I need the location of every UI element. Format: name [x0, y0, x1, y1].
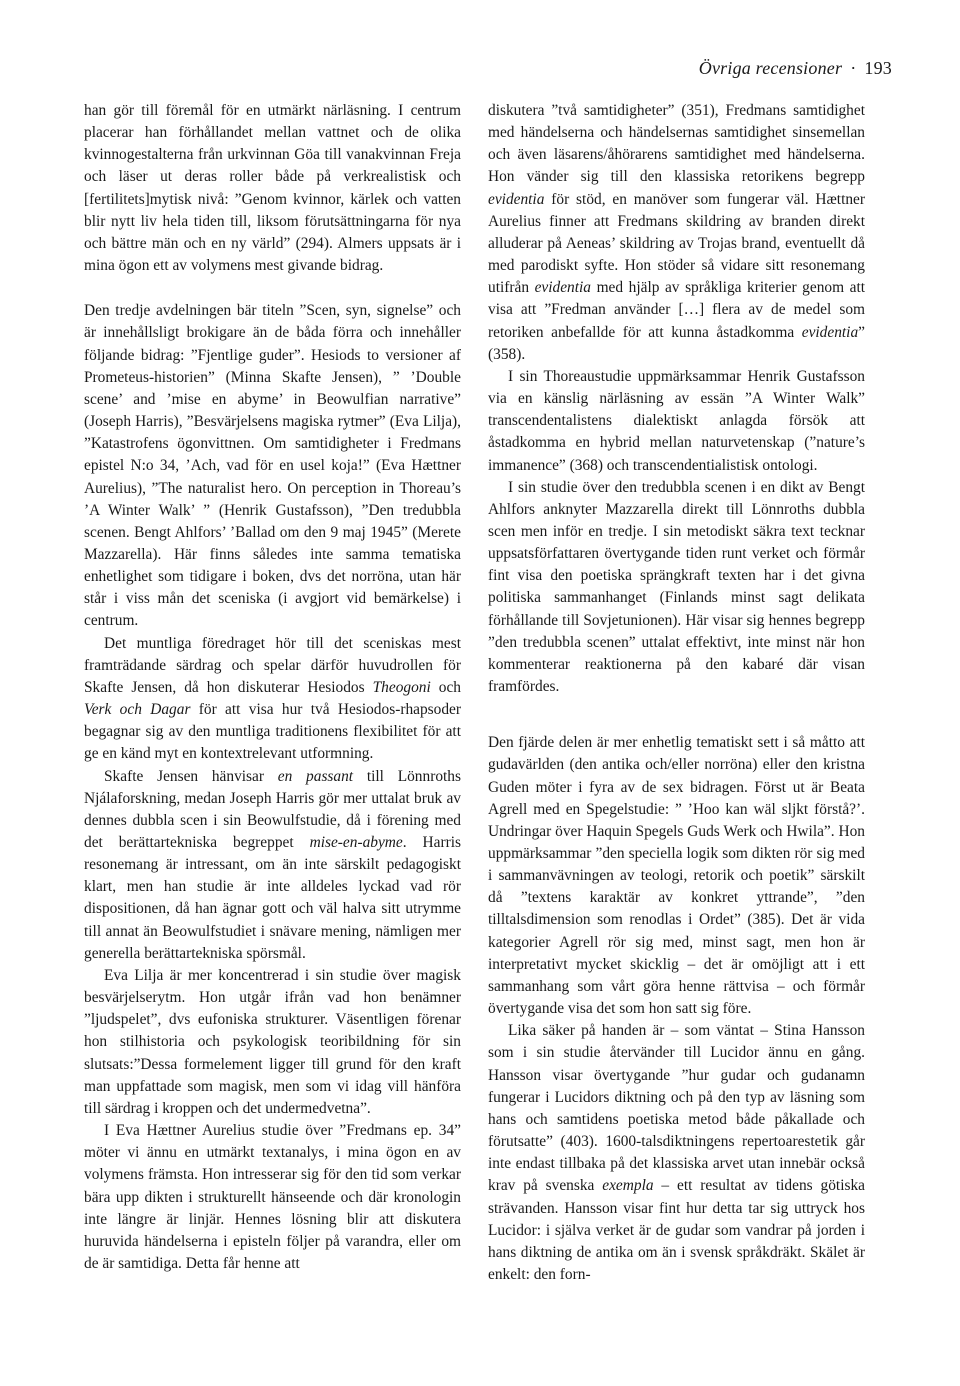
paragraph: Det muntliga föredraget hör till det sceniskas mest framträdande särdrag och spelar därför huvudrollen för Skafte Jensen, då hon diskuterar Hesiodos Theogoni och Verk och Dagar för att visa hur två Hesiodos-rhapsoder begagnar sig av den muntliga traditionens flexibilitet för att ge en känd myt en kontextrelevant utformning. — [84, 634, 461, 763]
italic-term: en passant — [277, 767, 354, 785]
left-column — [84, 100, 461, 1275]
paragraph: Den tredje avdelningen bär titeln ”Scen, syn, signelse” och är innehållsligt brokigare än de båda förra och innehåller följande bidrag: ”Fjentlige guder”. Hesiods to versioner af Prometeus-historien” (Minna Skafte Jensen), ” ’Double scene’ and ’mise en abyme’ in Beowulfian narrative” (Joseph Harris), ”Besvärjelsens magiska rytmer” (Eva Lilja), ”Katastrofens ögonvittnen. Om samtidigheter i Fredmans epistel N:o 34, ’Ach, vad för en usel koja!” (Eva Hættner Aurelius), ”The naturalist hero. On perception in Thoreau’s ’A Winter Walk’ ” (Henrik Gustafsson), ”Den tredubbla scenen. Bengt Ahlfors’ ’Ballad om den 9 maj 1945” (Merete Mazzarella). Här finns således inte samma tematiska enhetlighet som tidigare i boken, dvs det norröna, utan här står i viss mån det sceniska (i avgjort vid bemärkelse) i centrum. — [84, 302, 461, 630]
paragraph: I sin Thoreaustudie uppmärksammar Henrik Gustafsson via en känslig närläsning av essän ”A Winter Walk” transcendentalistens dialektiskt anlagda försök att åstadkomma en hybrid mellan naturvetenskap (”nature’s immanence” (368) och transcendentialistisk ontologi. — [488, 367, 865, 474]
italic-term: evidentia — [534, 279, 592, 297]
italic-term: evidentia — [488, 190, 545, 208]
paragraph: Eva Lilja är mer koncentrerad i sin studie över magisk besvärjelserytm. Hon utgår ifrån vad hon benämner ”ljudspelet”, dvs eufoniska strukturer. Väsentligen förenar hon stilhistoria och psykologisk teoribildning för sin slutsats:”Dessa formelement ligger till grund för den kraft man uppfattade som magisk, men som vi idag vill hänföra till särdrag i kroppen och det undermedvetna”. — [84, 966, 461, 1117]
italic-term: evidentia — [801, 323, 859, 341]
italic-term: mise-en-abyme — [309, 834, 403, 851]
page-number: 193 — [864, 58, 892, 78]
paragraph: Den fjärde delen är mer enhetlig tematiskt sett i så måtto att gudavärlden (den antika och/eller norröna) eller den kristna Guden möter i fyra av de sex bidragen. Först ut är Beata Agrell med en Spegelstudie: ” ’Hoo kan wäl sljkt förstå?’. Undringar över Haquin Spegels Guds Werk och Hwila”. Hon uppmärksammar ”den speciella logik som dikten rör sig med i sammanvävningen av teologi, retorik och poetik” särskilt då ”textens karaktär av konkret yttrande”, ”den tilltalsdimension som renodlas i Ordet” (385). Det är vida kategorier Agrell rör sig med, minst sagt, men hon är interpretativt mycket skicklig – det är omöjligt att i ett sammanhang som vårt göra henne rättvisa – och förmår övertygande visa det som hon satt sig före. — [488, 734, 865, 1018]
section-title: Övriga recensioner — [698, 58, 843, 78]
paragraph: Skafte Jensen hänvisar en passant till Lönnroths Njálaforskning, medan Joseph Harris gör mer uttalat bruk av dennes dubbla scen i sin Beowulfstudie, då i förening med det berättartekniska begreppet mise-en-abyme. Harris resonemang är intressant, om än inte särskilt pedagogiskt klart, men han studie är inte alldeles lyckad vad rör dispositionen, då han ägnar gott och väl halva sitt utrymme till annat än Beowulfstudiet i snävare mening, nämligen mer generella berättartekniska spörsmål. — [84, 767, 461, 962]
header-separator: · — [850, 58, 857, 78]
paragraph: han gör till föremål för en utmärkt närläsning. I centrum placerar han förhållandet mellan vattnet och de olika kvinnogestalterna från urkvinnan Göa till vanakvinnan Freja och läser ut deras roller både på verkrealistisk och [fertilitets]mytisk nivå: ”Genom kvinnor, kärlek och vatten blir nytt liv hela tiden till, liksom förutsättningarna för nya och bättre män och en ny värld” (294). Almers uppsats är i mina ögon ett av volymens mest givande bidrag. — [84, 102, 461, 275]
italic-title: Verk och Dagar — [84, 701, 191, 719]
running-head — [699, 58, 892, 79]
paragraph: Lika säker på handen är – som väntat – Stina Hansson som i sin studie återvänder till Lucidor ännu en gång. Hansson visar övertygande ”hur gudar och gudanamn fungerar i Lucidors diktning och på den typ av läsning som hans och samtidens poetiska metod både påkallade och förutsatte” (403). 1600-talsdiktningens repertoarestetik går inte endast tillbaka på det klassiska arvet utan innebär också krav på svenska exempla – ett resultat av tidens götiska strävanden. Hansson visar fint hur detta tar sig uttryck hos Lucidor: i själva verket är de gudar som vandrar på jorden i hans diktning de antika om än i svensk språkdräkt. Skälet är enkelt: den forn- — [488, 1022, 865, 1283]
paragraph: I Eva Hættner Aurelius studie över ”Fredmans ep. 34” möter vi ännu en utmärkt textanalys, i mina ögon en av volymens främsta. Hon intresserar sig för den tid som verkar bära upp dikten i strukturellt hänseende och där kronologin inte längre är linjär. Hennes lösning blir att diskutera huruvida händelserna i episteln följer på varandra, eller om de är samtidiga. Detta får henne att — [84, 1122, 461, 1272]
italic-term: exempla — [602, 1177, 654, 1195]
right-column — [488, 100, 865, 1286]
italic-title: Theogoni — [372, 678, 431, 696]
paragraph: diskutera ”två samtidigheter” (351), Fredmans samtidighet med händelserna och händelsernas samtidighet sinsemellan och även läsarens/åhörarens samtidighet med händelserna. Hon vänder sig till den klassiska retorikens begrepp evidentia för stöd, en manöver som fungerar väl. Hættner Aurelius finner att Fredmans skildring av branden direkt alluderar på Aeneas’ skildring av Trojas brand, eventuellt då med parodiskt syfte. Hon stöder så vidare sitt resonemang utifrån evidentia med hjälp av språkliga kriterier genom att visa att ”Fredman använder […] flera av de medel som retoriken anbefallde för att kunna åstadkomma evidentia” (358). — [488, 102, 865, 363]
paragraph: I sin studie över den tredubbla scenen i en dikt av Bengt Ahlfors anknyter Mazzarella direkt till Lönnroths dubbla scen men inför en tredje. I sin metodiskt säkra text tecknar uppsatsförfattaren övertygande tiden runt verket och förmår fint visa den poetiska sprängkraft texten har i det givna politiska sammanhanget (Finlands minst sagt delikata förhållande till Sovjetunionen). Här visar sig hennes begrepp ”den tredubbla scenen” uttalat effektivt, inte minst när hon kommenterar reaktionerna på den kabaré där visan framfördes. — [488, 478, 865, 696]
